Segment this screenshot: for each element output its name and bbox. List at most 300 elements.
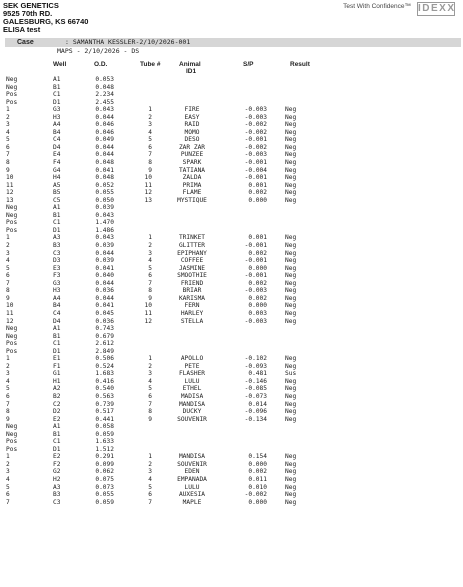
result-cell: Neg xyxy=(285,362,297,370)
sample-id: Neg xyxy=(6,211,18,219)
result-cell: Neg xyxy=(285,491,297,499)
animal-cell: DESO xyxy=(184,136,200,144)
od-cell: 1.683 xyxy=(95,370,114,378)
tube-cell: 9 xyxy=(148,166,152,174)
od-cell: 1.512 xyxy=(95,445,114,453)
sample-id: 11 xyxy=(6,309,14,317)
well-cell: D2 xyxy=(53,408,61,416)
table-row xyxy=(0,84,463,92)
table-row xyxy=(0,174,463,182)
sp-cell: 0.000 xyxy=(248,302,267,310)
tube-cell: 10 xyxy=(144,302,152,310)
well-cell: C3 xyxy=(53,249,61,257)
result-cell: Neg xyxy=(285,136,297,144)
well-cell: E1 xyxy=(53,355,61,363)
sample-id: 6 xyxy=(6,392,10,400)
sample-id: 5 xyxy=(6,264,10,272)
sp-cell: 0.001 xyxy=(248,234,267,242)
tube-cell: 4 xyxy=(148,257,152,265)
result-cell: Neg xyxy=(285,242,297,250)
animal-cell: LULU xyxy=(184,483,200,491)
sample-id: 10 xyxy=(6,302,14,310)
od-cell: 2.234 xyxy=(95,91,114,99)
sp-cell: 0.002 xyxy=(248,249,267,257)
sp-cell: 0.011 xyxy=(248,475,267,483)
sp-cell: -0.001 xyxy=(244,272,267,280)
tube-cell: 2 xyxy=(148,460,152,468)
od-cell: 1.470 xyxy=(95,219,114,227)
tube-cell: 1 xyxy=(148,453,152,461)
od-cell: 0.041 xyxy=(95,302,114,310)
well-cell: F4 xyxy=(53,159,61,167)
table-row xyxy=(0,438,463,446)
tube-cell: 1 xyxy=(148,106,152,114)
od-cell: 0.058 xyxy=(95,423,114,431)
sample-id: 3 xyxy=(6,249,10,257)
od-cell: 0.055 xyxy=(95,189,114,197)
table-row xyxy=(0,257,463,265)
od-cell: 0.039 xyxy=(95,257,114,265)
sp-cell: -0.002 xyxy=(244,491,267,499)
tube-cell: 3 xyxy=(148,370,152,378)
od-cell: 0.059 xyxy=(95,430,114,438)
idexx-logo: IDEXX xyxy=(418,3,456,14)
tube-cell: 7 xyxy=(148,151,152,159)
tube-cell: 6 xyxy=(148,491,152,499)
animal-cell: BRIAR xyxy=(182,287,202,295)
animal-cell: FLAME xyxy=(182,189,202,197)
well-cell: B5 xyxy=(53,189,61,197)
sample-id: 8 xyxy=(6,287,10,295)
animal-cell: FIRE xyxy=(184,106,200,114)
sp-cell: -0.093 xyxy=(244,362,267,370)
sample-id: 7 xyxy=(6,498,10,506)
table-row xyxy=(0,151,463,159)
result-cell: Neg xyxy=(285,453,297,461)
od-cell: 0.041 xyxy=(95,166,114,174)
table-row xyxy=(0,295,463,303)
table-row xyxy=(0,129,463,137)
well-cell: A4 xyxy=(53,294,61,302)
animal-cell: AUXESIA xyxy=(178,491,206,499)
od-cell: 0.055 xyxy=(95,491,114,499)
sample-id: 3 xyxy=(6,468,10,476)
animal-cell: MOMO xyxy=(184,128,200,136)
sp-cell: -0.003 xyxy=(244,113,267,121)
sp-cell: 0.154 xyxy=(248,453,267,461)
result-cell: Neg xyxy=(285,196,297,204)
sample-id: 7 xyxy=(6,279,10,287)
tube-cell: 7 xyxy=(148,279,152,287)
animal-cell: KARISMA xyxy=(178,294,206,302)
well-cell: B1 xyxy=(53,430,61,438)
sample-id: 8 xyxy=(6,408,10,416)
table-row xyxy=(0,99,463,107)
result-cell: Neg xyxy=(285,174,297,182)
tube-cell: 3 xyxy=(148,249,152,257)
animal-cell: EMPANADA xyxy=(177,475,207,483)
animal-cell: SMOOTHIE xyxy=(177,272,207,280)
od-cell: 0.291 xyxy=(95,453,114,461)
tube-cell: 7 xyxy=(148,498,152,506)
well-cell: B4 xyxy=(53,128,61,136)
sample-id: Neg xyxy=(6,430,18,438)
sample-id: 2 xyxy=(6,362,10,370)
table-row xyxy=(0,114,463,122)
sample-id: 1 xyxy=(6,355,10,363)
table-row xyxy=(0,167,463,175)
sp-cell: -0.001 xyxy=(244,242,267,250)
result-cell: Neg xyxy=(285,415,297,423)
animal-cell: FLASHER xyxy=(178,370,206,378)
well-cell: B3 xyxy=(53,242,61,250)
od-cell: 0.036 xyxy=(95,287,114,295)
well-cell: C3 xyxy=(53,498,61,506)
table-row xyxy=(0,212,463,220)
sp-cell: -0.003 xyxy=(244,287,267,295)
sample-id: Pos xyxy=(6,219,18,227)
col-header-animal: Animal xyxy=(179,61,201,68)
table-row xyxy=(0,310,463,318)
well-cell: G2 xyxy=(53,468,61,476)
table-row xyxy=(0,401,463,409)
sp-cell: 0.010 xyxy=(248,483,267,491)
well-cell: C1 xyxy=(53,91,61,99)
animal-cell: ETHEL xyxy=(182,385,202,393)
animal-cell: GLITTER xyxy=(178,242,206,250)
tube-cell: 12 xyxy=(144,317,152,325)
table-row xyxy=(0,227,463,235)
od-cell: 0.036 xyxy=(95,317,114,325)
sample-id: Pos xyxy=(6,226,18,234)
sample-id: 1 xyxy=(6,106,10,114)
od-cell: 0.052 xyxy=(95,181,114,189)
sample-id: Neg xyxy=(6,332,18,340)
sample-id: 4 xyxy=(6,128,10,136)
lab-street: 9525 70th RD. xyxy=(3,9,53,18)
tube-cell: 4 xyxy=(148,475,152,483)
well-cell: B3 xyxy=(53,491,61,499)
od-cell: 2.455 xyxy=(95,98,114,106)
od-cell: 0.040 xyxy=(95,272,114,280)
animal-cell: MANDISA xyxy=(178,453,206,461)
result-cell: Sus xyxy=(285,370,297,378)
well-cell: F2 xyxy=(53,460,61,468)
well-cell: D1 xyxy=(53,445,61,453)
result-cell: Neg xyxy=(285,234,297,242)
animal-cell: TRINKET xyxy=(178,234,206,242)
animal-cell: MYSTIQUE xyxy=(177,196,207,204)
sample-id: 4 xyxy=(6,475,10,483)
well-cell: C4 xyxy=(53,136,61,144)
animal-cell: APOLLO xyxy=(180,355,204,363)
animal-cell: TATIANA xyxy=(178,166,206,174)
result-cell: Neg xyxy=(285,460,297,468)
table-row xyxy=(0,468,463,476)
maps-line: MAPS - 2/10/2026 - DS xyxy=(57,47,140,55)
tube-cell: 2 xyxy=(148,113,152,121)
sample-id: 3 xyxy=(6,121,10,129)
tube-cell: 11 xyxy=(144,309,152,317)
result-cell: Neg xyxy=(285,355,297,363)
sample-id: 9 xyxy=(6,415,10,423)
sample-id: 7 xyxy=(6,400,10,408)
result-cell: Neg xyxy=(285,113,297,121)
od-cell: 0.743 xyxy=(95,325,114,333)
well-cell: D4 xyxy=(53,143,61,151)
sample-id: 6 xyxy=(6,272,10,280)
well-cell: E2 xyxy=(53,415,61,423)
tube-cell: 5 xyxy=(148,136,152,144)
table-row xyxy=(0,136,463,144)
animal-cell: SPARK xyxy=(182,159,202,167)
result-cell: Neg xyxy=(285,302,297,310)
table-row xyxy=(0,423,463,431)
sample-id: Pos xyxy=(6,347,18,355)
sample-id: 10 xyxy=(6,174,14,182)
sample-id: 4 xyxy=(6,257,10,265)
sp-cell: -0.003 xyxy=(244,106,267,114)
col-header-result: Result xyxy=(290,61,310,68)
table-row xyxy=(0,355,463,363)
od-cell: 0.062 xyxy=(95,468,114,476)
sp-cell: 0.001 xyxy=(248,181,267,189)
sample-id: 7 xyxy=(6,151,10,159)
test-type: ELISA test xyxy=(3,25,41,34)
tagline: Test With Confidence™ xyxy=(343,3,411,10)
result-cell: Neg xyxy=(285,279,297,287)
table-row xyxy=(0,491,463,499)
well-cell: F3 xyxy=(53,272,61,280)
well-cell: H3 xyxy=(53,113,61,121)
animal-cell: MANDISA xyxy=(178,400,206,408)
od-cell: 0.053 xyxy=(95,76,114,83)
well-cell: B1 xyxy=(53,332,61,340)
table-row xyxy=(0,325,463,333)
animal-cell: SOUVENIR xyxy=(177,415,207,423)
sample-id: 8 xyxy=(6,159,10,167)
sp-cell: -0.001 xyxy=(244,159,267,167)
tube-cell: 3 xyxy=(148,121,152,129)
tube-cell: 5 xyxy=(148,483,152,491)
od-cell: 0.044 xyxy=(95,143,114,151)
result-cell: Neg xyxy=(285,257,297,265)
well-cell: G3 xyxy=(53,106,61,114)
od-cell: 0.044 xyxy=(95,249,114,257)
result-cell: Neg xyxy=(285,189,297,197)
od-cell: 0.517 xyxy=(95,408,114,416)
result-cell: Neg xyxy=(285,309,297,317)
od-cell: 0.441 xyxy=(95,415,114,423)
well-cell: D1 xyxy=(53,226,61,234)
table-row xyxy=(0,302,463,310)
table-row xyxy=(0,333,463,341)
well-cell: C1 xyxy=(53,219,61,227)
case-value: : SAMANTHA KESSLER-2/10/2026-001 xyxy=(65,38,191,46)
table-row xyxy=(0,476,463,484)
sample-id: 12 xyxy=(6,317,14,325)
sample-id: 6 xyxy=(6,491,10,499)
od-cell: 0.044 xyxy=(95,294,114,302)
table-row xyxy=(0,242,463,250)
sample-id: 4 xyxy=(6,377,10,385)
table-row xyxy=(0,499,463,507)
od-cell: 0.050 xyxy=(95,196,114,204)
sp-cell: 0.000 xyxy=(248,196,267,204)
animal-cell: EDEN xyxy=(184,468,200,476)
tube-cell: 4 xyxy=(148,377,152,385)
well-cell: E2 xyxy=(53,453,61,461)
well-cell: H1 xyxy=(53,377,61,385)
table-row xyxy=(0,431,463,439)
sp-cell: -0.146 xyxy=(244,377,267,385)
sample-id: Pos xyxy=(6,98,18,106)
sample-id: 12 xyxy=(6,189,14,197)
tube-cell: 3 xyxy=(148,468,152,476)
well-cell: A3 xyxy=(53,483,61,491)
col-header-sp: S/P xyxy=(243,61,254,68)
table-row xyxy=(0,348,463,356)
animal-cell: STELLA xyxy=(180,317,204,325)
table-row xyxy=(0,280,463,288)
table-row xyxy=(0,385,463,393)
sp-cell: -0.002 xyxy=(244,128,267,136)
table-row xyxy=(0,197,463,205)
result-cell: Neg xyxy=(285,166,297,174)
od-cell: 0.073 xyxy=(95,483,114,491)
sp-cell: 0.000 xyxy=(248,498,267,506)
tube-cell: 8 xyxy=(148,159,152,167)
sample-id: 5 xyxy=(6,136,10,144)
od-cell: 0.524 xyxy=(95,362,114,370)
tube-cell: 13 xyxy=(144,196,152,204)
od-cell: 2.612 xyxy=(95,340,114,348)
sp-cell: 0.014 xyxy=(248,400,267,408)
result-cell: Neg xyxy=(285,287,297,295)
od-cell: 0.046 xyxy=(95,128,114,136)
sample-id: Neg xyxy=(6,423,18,431)
table-row xyxy=(0,393,463,401)
od-cell: 0.059 xyxy=(95,498,114,506)
well-cell: E4 xyxy=(53,151,61,159)
well-cell: F1 xyxy=(53,362,61,370)
animal-cell: RAID xyxy=(184,121,200,129)
tube-cell: 6 xyxy=(148,143,152,151)
col-header-well: Well xyxy=(53,61,67,68)
od-cell: 0.044 xyxy=(95,113,114,121)
animal-cell: PETE xyxy=(184,362,200,370)
table-row xyxy=(0,370,463,378)
result-cell: Neg xyxy=(285,400,297,408)
well-cell: D1 xyxy=(53,347,61,355)
od-cell: 0.048 xyxy=(95,174,114,182)
tube-cell: 10 xyxy=(144,174,152,182)
animal-cell: JASMINE xyxy=(178,264,206,272)
animal-cell: EASY xyxy=(184,113,200,121)
well-cell: A1 xyxy=(53,423,61,431)
table-row xyxy=(0,76,463,84)
result-cell: Neg xyxy=(285,475,297,483)
animal-cell: MADISA xyxy=(180,392,204,400)
well-cell: E3 xyxy=(53,264,61,272)
well-cell: C5 xyxy=(53,196,61,204)
result-cell: Neg xyxy=(285,392,297,400)
case-label: Case xyxy=(17,39,34,46)
well-cell: A4 xyxy=(53,121,61,129)
sp-cell: 0.003 xyxy=(248,309,267,317)
tube-cell: 2 xyxy=(148,362,152,370)
sp-cell: 0.000 xyxy=(248,264,267,272)
sp-cell: -0.003 xyxy=(244,317,267,325)
table-row xyxy=(0,91,463,99)
table-row xyxy=(0,204,463,212)
lab-city: GALESBURG, KS 66740 xyxy=(3,17,89,26)
tube-cell: 5 xyxy=(148,385,152,393)
table-row xyxy=(0,189,463,197)
od-cell: 0.044 xyxy=(95,279,114,287)
sample-id: 1 xyxy=(6,234,10,242)
od-cell: 0.045 xyxy=(95,309,114,317)
table-row xyxy=(0,219,463,227)
od-cell: 0.043 xyxy=(95,234,114,242)
tube-cell: 1 xyxy=(148,234,152,242)
sp-cell: 0.481 xyxy=(248,370,267,378)
table-row xyxy=(0,287,463,295)
animal-cell: COFFEE xyxy=(180,257,204,265)
col-header-tube: Tube # xyxy=(140,61,161,68)
well-cell: B1 xyxy=(53,83,61,91)
sp-cell: -0.001 xyxy=(244,174,267,182)
result-cell: Neg xyxy=(285,121,297,129)
sample-id: Pos xyxy=(6,438,18,446)
od-cell: 0.043 xyxy=(95,211,114,219)
od-cell: 0.041 xyxy=(95,264,114,272)
od-cell: 1.486 xyxy=(95,226,114,234)
result-cell: Neg xyxy=(285,498,297,506)
well-cell: H3 xyxy=(53,287,61,295)
sample-id: 9 xyxy=(6,166,10,174)
od-cell: 0.048 xyxy=(95,159,114,167)
animal-cell: PUNZEE xyxy=(180,151,204,159)
animal-cell: SOUVENIR xyxy=(177,460,207,468)
od-cell: 0.048 xyxy=(95,83,114,91)
well-cell: G1 xyxy=(53,370,61,378)
well-cell: B1 xyxy=(53,211,61,219)
od-cell: 0.563 xyxy=(95,392,114,400)
tube-cell: 5 xyxy=(148,264,152,272)
well-cell: D3 xyxy=(53,257,61,265)
well-cell: A1 xyxy=(53,76,61,83)
result-cell: Neg xyxy=(285,264,297,272)
table-row xyxy=(0,461,463,469)
od-cell: 0.044 xyxy=(95,151,114,159)
sample-id: 2 xyxy=(6,460,10,468)
result-cell: Neg xyxy=(285,385,297,393)
results-table xyxy=(0,76,463,506)
col-header-animal-id: ID1 xyxy=(186,68,197,75)
animal-cell: PRIMA xyxy=(182,181,202,189)
od-cell: 0.043 xyxy=(95,106,114,114)
tube-cell: 12 xyxy=(144,189,152,197)
sp-cell: -0.001 xyxy=(244,257,267,265)
sp-cell: -0.085 xyxy=(244,385,267,393)
sp-cell: -0.134 xyxy=(244,415,267,423)
sample-id: 2 xyxy=(6,113,10,121)
result-cell: Neg xyxy=(285,294,297,302)
od-cell: 0.039 xyxy=(95,204,114,212)
well-cell: B4 xyxy=(53,302,61,310)
well-cell: H4 xyxy=(53,174,61,182)
